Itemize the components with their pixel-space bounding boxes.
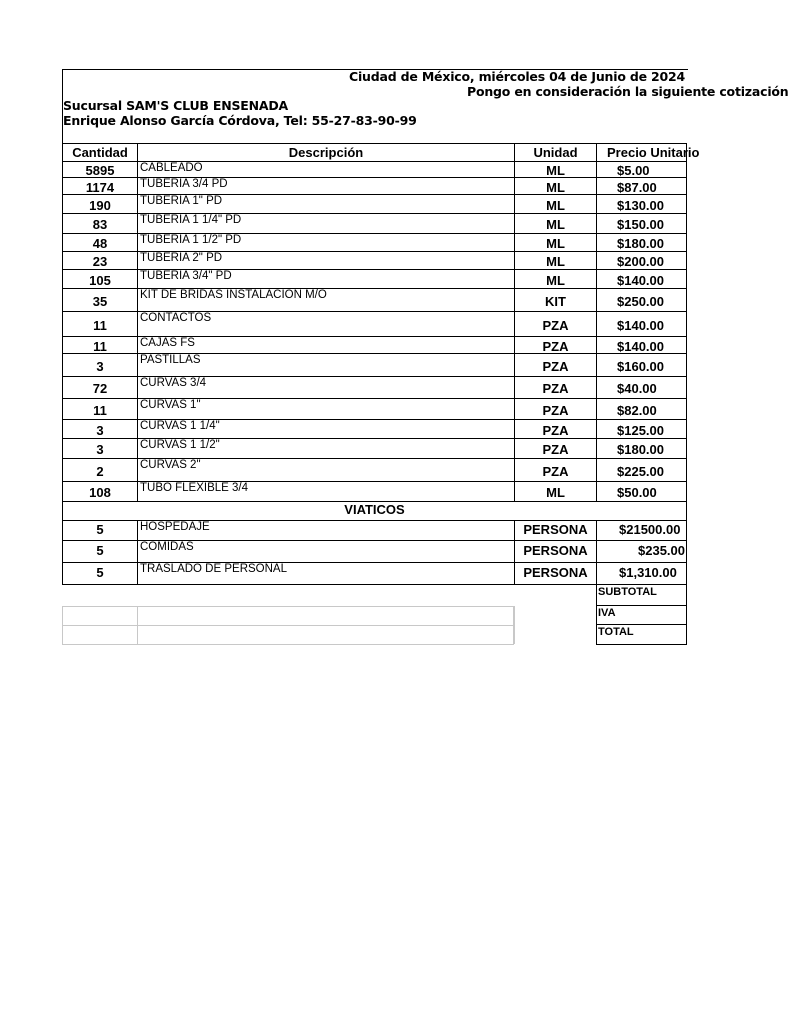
table-row-quantity: 105 <box>62 270 137 289</box>
table-row-quantity: 35 <box>62 289 137 312</box>
table-row-price: $82.00 <box>596 399 687 420</box>
table-row-description: CURVAS 1" <box>137 399 514 420</box>
empty-cell <box>137 625 514 644</box>
table-row-description: TUBO FLEXIBLE 3/4 <box>137 482 514 502</box>
table-row-description: KIT DE BRIDAS INSTALACION M/O <box>137 289 514 312</box>
table-row-quantity: 1174 <box>62 178 137 195</box>
table-row-quantity: 190 <box>62 195 137 214</box>
viaticos-row-price: $1,310.00 <box>596 563 687 585</box>
table-row-description: CAJAS FS <box>137 337 514 354</box>
table-row-description: CURVAS 2" <box>137 459 514 482</box>
table-row-price: $87.00 <box>596 178 687 195</box>
table-row-price: $140.00 <box>596 312 687 337</box>
table-row-unit: KIT <box>514 289 596 312</box>
table-row-quantity: 2 <box>62 459 137 482</box>
viaticos-row-price: $235.00 <box>596 541 687 563</box>
table-row-unit: ML <box>514 482 596 502</box>
table-row-price: $180.00 <box>596 234 687 252</box>
table-row-description: CONTACTOS <box>137 312 514 337</box>
table-row-price: $50.00 <box>596 482 687 502</box>
table-row-description: CURVAS 1 1/4" <box>137 420 514 439</box>
table-row-quantity: 48 <box>62 234 137 252</box>
viaticos-row-unit: PERSONA <box>514 541 596 563</box>
empty-cell <box>62 606 137 625</box>
table-row-quantity: 3 <box>62 354 137 377</box>
table-row-price: $150.00 <box>596 214 687 234</box>
table-row-description: PASTILLAS <box>137 354 514 377</box>
totals-label-subtotal: SUBTOTAL <box>596 585 687 606</box>
empty-cell <box>137 606 514 625</box>
section-title-viaticos: VIATICOS <box>62 502 687 521</box>
empty-cell-bottom-line <box>62 644 514 645</box>
table-row-quantity: 3 <box>62 420 137 439</box>
totals-label-total: TOTAL <box>596 625 687 645</box>
viaticos-row-price: $21500.00 <box>596 521 687 541</box>
table-row-price: $125.00 <box>596 420 687 439</box>
table-row-quantity: 11 <box>62 399 137 420</box>
viaticos-row-quantity: 5 <box>62 521 137 541</box>
table-row-price: $160.00 <box>596 354 687 377</box>
table-row-unit: ML <box>514 252 596 270</box>
table-row-unit: PZA <box>514 337 596 354</box>
table-row-price: $250.00 <box>596 289 687 312</box>
store-line: Sucursal SAM'S CLUB ENSENADA <box>63 98 289 113</box>
table-row-price: $130.00 <box>596 195 687 214</box>
table-row-quantity: 72 <box>62 377 137 399</box>
table-row-quantity: 83 <box>62 214 137 234</box>
viaticos-row-unit: PERSONA <box>514 563 596 585</box>
viaticos-row-quantity: 5 <box>62 563 137 585</box>
viaticos-row-unit: PERSONA <box>514 521 596 541</box>
table-row-description: CURVAS 3/4 <box>137 377 514 399</box>
viaticos-row-description: HOSPEDAJE <box>137 521 514 541</box>
viaticos-row-description: TRASLADO DE PERSONAL <box>137 563 514 585</box>
intro-line: Pongo en consideración la siguiente cotización <box>467 84 789 99</box>
table-row-unit: PZA <box>514 399 596 420</box>
table-row-description: TUBERIA 1" PD <box>137 195 514 214</box>
table-row-price: $225.00 <box>596 459 687 482</box>
table-row-description: TUBERIA 1 1/4" PD <box>137 214 514 234</box>
table-row-unit: PZA <box>514 439 596 459</box>
column-header-unit: Unidad <box>514 143 596 162</box>
table-row-unit: PZA <box>514 312 596 337</box>
column-header-price: Precio Unitario <box>596 143 687 162</box>
empty-cell <box>513 606 515 625</box>
table-row-price: $200.00 <box>596 252 687 270</box>
column-header-quantity: Cantidad <box>62 143 137 162</box>
totals-label-iva: IVA <box>596 606 687 625</box>
table-row-quantity: 108 <box>62 482 137 502</box>
table-row-unit: ML <box>514 162 596 178</box>
table-row-unit: PZA <box>514 377 596 399</box>
table-row-unit: ML <box>514 234 596 252</box>
table-row-price: $140.00 <box>596 270 687 289</box>
viaticos-row-quantity: 5 <box>62 541 137 563</box>
table-row-description: TUBERIA 1 1/2" PD <box>137 234 514 252</box>
table-row-description: TUBERIA 2" PD <box>137 252 514 270</box>
table-row-price: $140.00 <box>596 337 687 354</box>
table-row-unit: ML <box>514 214 596 234</box>
table-row-unit: ML <box>514 195 596 214</box>
table-row-price: $40.00 <box>596 377 687 399</box>
table-row-unit: ML <box>514 270 596 289</box>
table-row-quantity: 3 <box>62 439 137 459</box>
table-row-unit: PZA <box>514 420 596 439</box>
table-row-quantity: 11 <box>62 337 137 354</box>
column-header-description: Descripción <box>137 143 514 162</box>
table-row-quantity: 5895 <box>62 162 137 178</box>
table-row-unit: ML <box>514 178 596 195</box>
table-row-description: TUBERIA 3/4" PD <box>137 270 514 289</box>
empty-cell <box>513 625 515 644</box>
viaticos-row-description: COMIDAS <box>137 541 514 563</box>
table-row-unit: PZA <box>514 459 596 482</box>
table-row-price: $5.00 <box>596 162 687 178</box>
table-row-quantity: 23 <box>62 252 137 270</box>
table-row-description: TUBERIA 3/4 PD <box>137 178 514 195</box>
date-line: Ciudad de México, miércoles 04 de Junio de 2024 <box>349 69 686 84</box>
contact-line: Enrique Alonso García Córdova, Tel: 55-27-83-90-99 <box>63 113 417 128</box>
table-row-unit: PZA <box>514 354 596 377</box>
table-row-description: CURVAS 1 1/2" <box>137 439 514 459</box>
table-row-quantity: 11 <box>62 312 137 337</box>
table-row-description: CABLEADO <box>137 162 514 178</box>
table-row-price: $180.00 <box>596 439 687 459</box>
empty-cell <box>62 625 137 644</box>
